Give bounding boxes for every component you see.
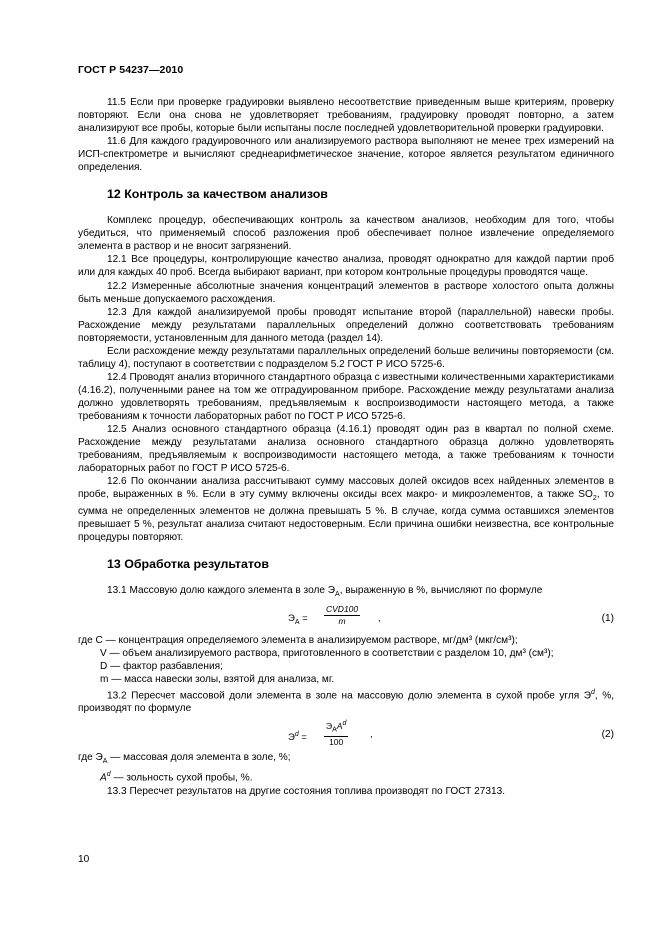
paragraph-12-3b: Если расхождение между результатами параллельных определений больше величины повторяемости (см. таблицу 4), поступают в соответствии с подразделом 5.2 ГОСТ Р ИСО 5725-6. <box>78 345 614 370</box>
legend-m: m — масса навески золы, взятой для анализа, мг. <box>100 673 335 685</box>
paragraph-12-1: 12.1 Все процедуры, контролирующие качество анализа, проводят однократно для каждой партии проб или для каждых 40 проб. Всегда выбирают вариант, при котором контрольные процедуры проводятся чаще. <box>78 254 614 279</box>
formula-2-legend <box>78 751 614 784</box>
legend-d: D — фактор разбавления; <box>100 660 223 672</box>
page-number: 10 <box>78 854 90 865</box>
formula-1-numerator: CVD100 <box>326 603 359 614</box>
formula-1-denominator: m <box>338 615 346 626</box>
section-12-title: 12 Контроль за качеством анализов <box>107 187 328 202</box>
paragraph-13-3: 13.3 Пересчет результатов на другие состояния топлива производят по ГОСТ 27313. <box>107 785 505 797</box>
formula-2-number: (2) <box>601 729 614 741</box>
paragraph-12-2: 12.2 Измеренные абсолютные значения концентраций элементов в растворе холостого опыта должны быть меньше допускаемого расхождения. <box>78 280 614 305</box>
formula-2: $Э^d$ = $Э_AA^d$ 100 , (2) <box>288 720 614 747</box>
paragraph-12-6 <box>78 475 614 544</box>
paragraph-11-6: 11.6 Для каждого градуировочного или анализируемого раствора выполняют не менее трех измерений на ИСП-спектрометре и вычисляют среднеарифметическое значение, которое является результатом единичного определения. <box>78 136 614 174</box>
formula-1-fraction <box>324 604 360 627</box>
section-13-title: 13 Обработка результатов <box>107 557 269 572</box>
formula-2-lhs: $Э^d$ = <box>288 731 307 744</box>
paragraph-11-5: 11.5 Если при проверке градуировки выявлено несоответствие приведенным выше критериям, проверку повторяют. Если она снова не удовлетворяет требованиям, градуировку проводят повторно, а затем анализируют все пробы, которые были испытаны после последней удовлетворительной проверки градуировки. <box>78 97 614 135</box>
formula-2-fraction <box>324 718 348 748</box>
sub-A: A <box>335 591 340 599</box>
page-content <box>78 96 614 798</box>
section-12-intro: Комплекс процедур, обеспечивающих контроль за качеством анализов, необходим для того, чтобы убедиться, что применяемый способ разложения проб обеспечивает полное извлечение определяемого элемента в раствор и не вносит загрязнений. <box>78 215 614 253</box>
legend-v: V — объем анализируемого раствора, приготовленного в соответствии с разделом 10, дм³ (см³); <box>100 647 554 659</box>
p12-6-text-b: , то сумма не определенных элементов не должна превышать 5 %. В случае, когда сумма оставшихся элементов превышает 5 %, результат анализа считают недостоверным. Если причина ошибки неизвестна, все контрольные процедуры повторяют. <box>78 489 614 544</box>
paragraph-13-2: 13.2 Пересчет массовой доли элемента в золе на массовую долю элемента в сухой пробе угля $Э^d$, %, производят по формуле <box>78 688 615 715</box>
formula-2-denominator: 100 <box>329 736 344 747</box>
paragraph-13-1 <box>78 584 614 601</box>
paragraph-12-5: 12.5 Анализ основного стандартного образца (4.16.1) проводят один раз в квартал по полной схеме. Расхождение между результатами анализа основного стандартного образца должно удовлетворять требованиям, предъявляемым к воспроизводимости настоящего метода, а также требованиям к точности лабораторных работ по ГОСТ Р ИСО 5725-6. <box>78 424 614 475</box>
p13-1-text-b: , выраженную в %, вычисляют по формуле <box>339 585 543 597</box>
p13-1-text-a: 13.1 Массовую долю каждого элемента в золе Э <box>107 585 336 597</box>
so2-subscript: 2 <box>592 495 597 503</box>
legend-c: где C — концентрация определяемого элемента в анализируемом растворе, мг/дм³ (мкг/см³); <box>78 634 518 646</box>
formula-2-numerator: $Э_AA^d$ <box>324 718 348 737</box>
formula-1-legend <box>78 634 614 686</box>
paragraph-12-3: 12.3 Для каждой анализируемой пробы проводят испытание второй (параллельной) навески пробы. Расхождение между результатами параллельных определений должно соответствовать требованиям повторяемости, установленным для данного метода (раздел 14). <box>78 306 614 344</box>
legend-ad: $A^d$ — зольность сухой пробы, %. <box>100 771 253 784</box>
p12-6-text-a: 12.6 По окончании анализа рассчитывают сумму массовых долей оксидов всех найденных элементов в пробе, выраженных в %. Если в эту сумму включены оксиды всех макро- и микроэлементов, а также SO <box>78 476 614 501</box>
formula-1-number: (1) <box>601 612 614 624</box>
document-header: ГОСТ Р 54237—2010 <box>78 64 184 76</box>
legend-ea: где $Э_A$ — массовая доля элемента в золе, %; <box>78 752 291 766</box>
formula-1: $Э_A$ = CVD100 m , (1) <box>78 602 614 634</box>
formula-1-lhs: $Э_A$ = <box>288 612 308 626</box>
paragraph-12-4: 12.4 Проводят анализ вторичного стандартного образца с известными количественными характеристиками (4.16.2), полученными ранее на том же отградуированном приборе. Расхождение между результатами анализа должно удовлетворять требованиям, предъявляемым к воспроизводимости настоящего метода, а также требованиям к точности лабораторных работ по ГОСТ Р ИСО 5725-6. <box>78 371 614 422</box>
